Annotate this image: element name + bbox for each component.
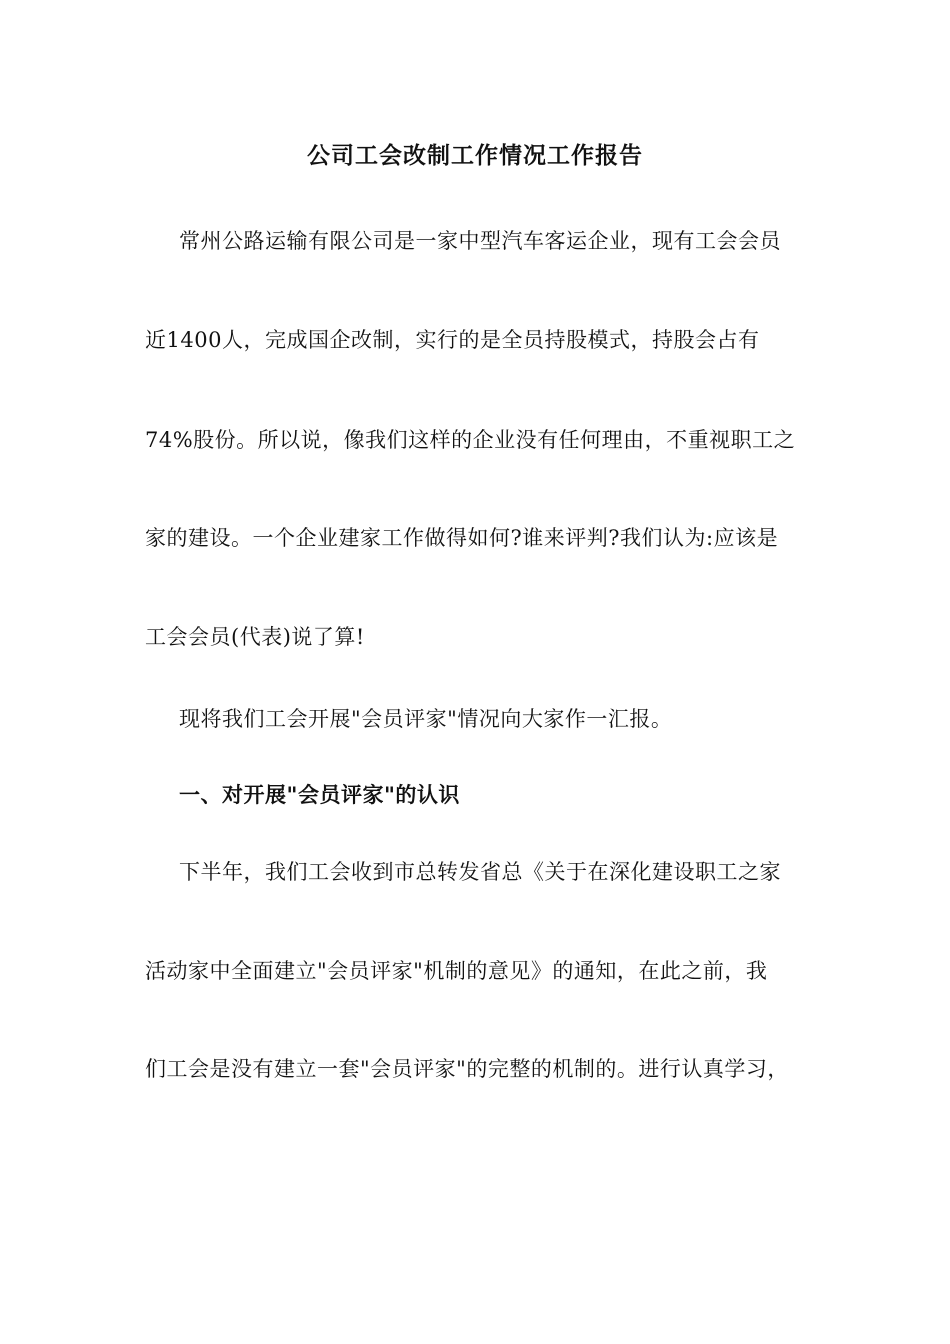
paragraph-line-3: 74%股份。所以说，像我们这样的企业没有任何理由，不重视职工之 bbox=[145, 428, 796, 452]
document-title: 公司工会改制工作情况工作报告 bbox=[307, 142, 643, 169]
paragraph-line-4: 家的建设。一个企业建家工作做得如何?谁来评判?我们认为:应该是 bbox=[145, 526, 779, 550]
paragraph-line-8: 活动家中全面建立"会员评家"机制的意见》的通知，在此之前，我 bbox=[145, 959, 768, 983]
section-heading-1: 一、对开展"会员评家"的认识 bbox=[179, 782, 460, 807]
paragraph-line-9: 们工会是没有建立一套"会员评家"的完整的机制的。进行认真学习， bbox=[145, 1057, 789, 1081]
paragraph-line-5: 工会会员(代表)说了算! bbox=[145, 625, 365, 649]
paragraph-line-7: 下半年，我们工会收到市总转发省总《关于在深化建设职工之家 bbox=[179, 860, 781, 884]
paragraph-line-2: 近1400人，完成国企改制，实行的是全员持股模式，持股会占有 bbox=[145, 328, 760, 352]
paragraph-line-1: 常州公路运输有限公司是一家中型汽车客运企业，现有工会会员 bbox=[179, 229, 781, 253]
paragraph-line-6: 现将我们工会开展"会员评家"情况向大家作一汇报。 bbox=[179, 707, 673, 731]
